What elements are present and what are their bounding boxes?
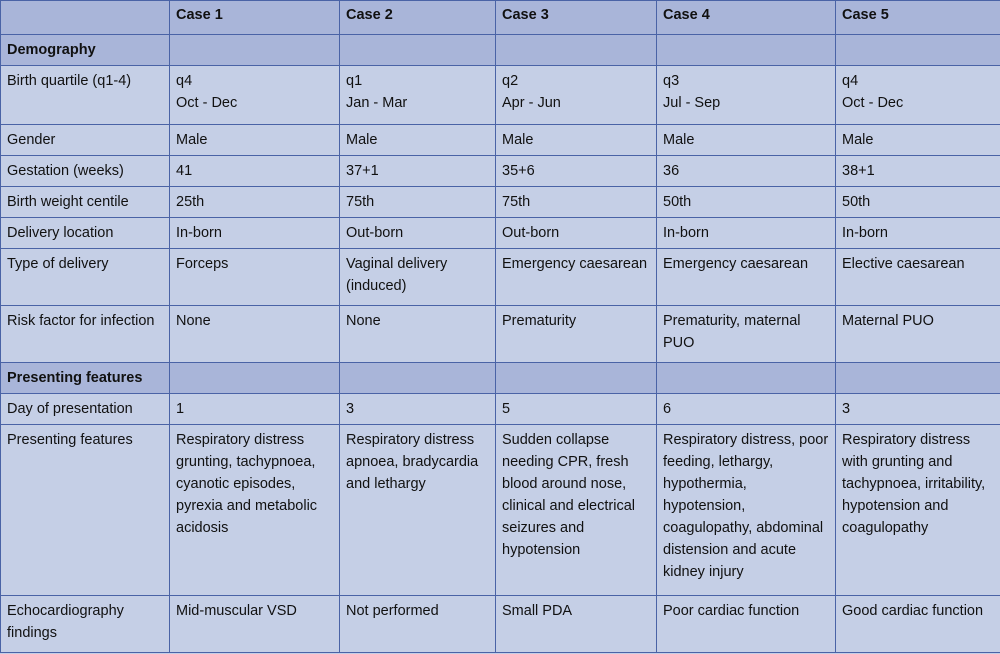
table-cell: In-born [170, 218, 340, 249]
table-cell: 36 [657, 156, 836, 187]
table-cell: 35+6 [496, 156, 657, 187]
table-cell: Male [836, 125, 1000, 156]
table-row [1, 306, 1000, 363]
table-cell: Small PDA [496, 596, 657, 653]
table-cell: 3 [340, 394, 496, 425]
table-cell: Male [340, 125, 496, 156]
table-cell: Out-born [496, 218, 657, 249]
table-cell: 50th [657, 187, 836, 218]
table-cell: 6 [657, 394, 836, 425]
table-cell: Male [657, 125, 836, 156]
table-cell: Not performed [340, 596, 496, 653]
table-cell: q1 Jan - Mar [340, 66, 496, 125]
table-row [1, 425, 1000, 596]
section-label: Presenting features [1, 363, 170, 394]
table-cell: 25th [170, 187, 340, 218]
table-cell: Male [170, 125, 340, 156]
table-cell: None [340, 306, 496, 363]
row-label: Birth weight centile [1, 187, 170, 218]
row-label: Presenting features [1, 425, 170, 596]
row-label: Echocardiography findings [1, 596, 170, 653]
corner-cell [1, 1, 170, 35]
row-label: Gender [1, 125, 170, 156]
table-cell: 38+1 [836, 156, 1000, 187]
row-label: Gestation (weeks) [1, 156, 170, 187]
table-cell: In-born [836, 218, 1000, 249]
table-cell: Respiratory distress with grunting and tachypnoea, irritability, hypotension and coagulopathy [836, 425, 1000, 596]
row-label: Delivery location [1, 218, 170, 249]
table-cell: 3 [836, 394, 1000, 425]
table-row [1, 156, 1000, 187]
table-row [1, 66, 1000, 125]
table-cell: Mid-muscular VSD [170, 596, 340, 653]
table-row [1, 596, 1000, 653]
row-label: Type of delivery [1, 249, 170, 306]
table-row [1, 249, 1000, 306]
table-cell: Elective caesarean [836, 249, 1000, 306]
table-cell: 41 [170, 156, 340, 187]
table-cell: Emergency caesarean [657, 249, 836, 306]
table-cell: Prematurity [496, 306, 657, 363]
table-cell: Emergency caesarean [496, 249, 657, 306]
table-cell: q4 Oct - Dec [836, 66, 1000, 125]
table-cell: 37+1 [340, 156, 496, 187]
case-1-header: Case 1 [170, 1, 340, 35]
table-cell: Prematurity, maternal PUO [657, 306, 836, 363]
table-cell: Respiratory distress, poor feeding, lethargy, hypothermia, hypotension, coagulopathy, abdominal distension and acute kidney injury [657, 425, 836, 596]
case-5-header: Case 5 [836, 1, 1000, 35]
table-cell: 50th [836, 187, 1000, 218]
table-cell: 1 [170, 394, 340, 425]
table-cell: 75th [340, 187, 496, 218]
table-cell: 5 [496, 394, 657, 425]
case-4-header: Case 4 [657, 1, 836, 35]
section-demography [1, 35, 1000, 66]
row-label: Birth quartile (q1-4) [1, 66, 170, 125]
table-cell: q4 Oct - Dec [170, 66, 340, 125]
table-row [1, 218, 1000, 249]
section-label: Demography [1, 35, 170, 66]
table-row [1, 187, 1000, 218]
table-cell: In-born [657, 218, 836, 249]
table-cell: Male [496, 125, 657, 156]
case-2-header: Case 2 [340, 1, 496, 35]
table-cell: Maternal PUO [836, 306, 1000, 363]
table-cell: Respiratory distress apnoea, bradycardia and lethargy [340, 425, 496, 596]
table-row [1, 125, 1000, 156]
table-cell: Poor cardiac function [657, 596, 836, 653]
table-cell: q3 Jul - Sep [657, 66, 836, 125]
table-cell: Forceps [170, 249, 340, 306]
table-cell: 75th [496, 187, 657, 218]
table-cell: Out-born [340, 218, 496, 249]
section-presenting [1, 363, 1000, 394]
header-row [1, 1, 1000, 35]
table-cell: Good cardiac function [836, 596, 1000, 653]
case-3-header: Case 3 [496, 1, 657, 35]
table-cell: Respiratory distress grunting, tachypnoea, cyanotic episodes, pyrexia and metabolic acidosis [170, 425, 340, 596]
table-cell: Vaginal delivery (induced) [340, 249, 496, 306]
table-cell: q2 Apr - Jun [496, 66, 657, 125]
row-label: Risk factor for infection [1, 306, 170, 363]
table-cell: Sudden collapse needing CPR, fresh blood around nose, clinical and electrical seizures and hypotension [496, 425, 657, 596]
row-label: Day of presentation [1, 394, 170, 425]
table-cell: None [170, 306, 340, 363]
table-row [1, 394, 1000, 425]
